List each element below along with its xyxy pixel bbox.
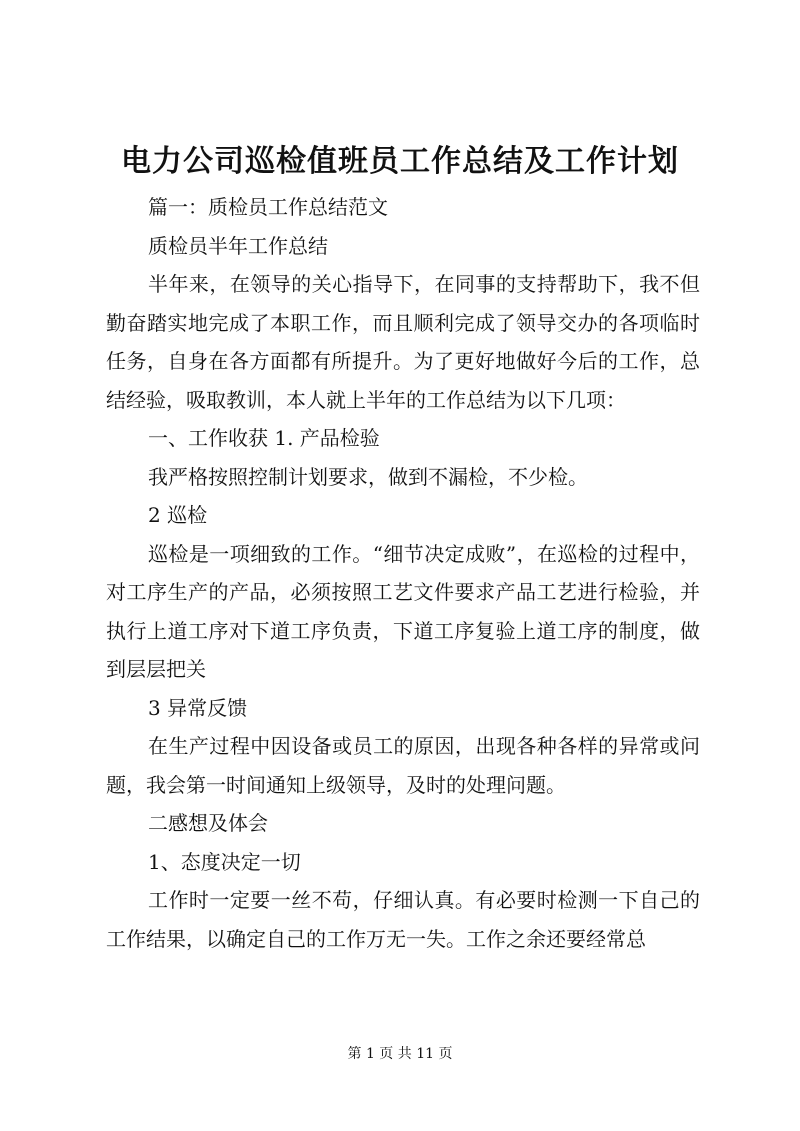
- patrol-paragraph: 巡检是一项细致的工作。“细节决定成败”，在巡检的过程中，对工序生产的产品，必须按照工艺文件要求产品工艺进行检验，并执行上道工序对下道工序负责，下道工序复验上道工序的制度，做到层层把关: [106, 541, 700, 681]
- section-heading-part-one: 篇一：质检员工作总结范文: [148, 195, 388, 219]
- subheading-attitude: 1、态度决定一切: [148, 849, 301, 874]
- page-number-footer: 第 1 页 共 11 页: [347, 1046, 453, 1062]
- section-heading-gains: 一、工作收获 1. 产品检验: [148, 426, 380, 450]
- subheading-patrol: 2 巡检: [148, 503, 208, 527]
- intro-paragraph: 半年来，在领导的关心指导下，在同事的支持帮助下，我不但勤奋踏实地完成了本职工作，而且顺利完成了领导交办的各项临时任务，自身在各方面都有所提升。为了更好地做好今后的工作，总结经验，吸取教训，本人就上半年的工作总结为以下几项：: [106, 272, 700, 412]
- section-heading-reflections: 二感想及体会: [148, 811, 268, 835]
- attitude-paragraph: 工作时一定要一丝不苟，仔细认真。有必要时检测一下自己的工作结果，以确定自己的工作万无一失。工作之余还要经常总: [106, 888, 700, 951]
- document-body: [106, 188, 700, 958]
- subheading-feedback: 3 异常反馈: [148, 695, 248, 720]
- feedback-paragraph: 在生产过程中因设备或员工的原因，出现各种各样的异常或问题，我会第一时间通知上级领导，及时的处理问题。: [106, 734, 700, 797]
- document-title: 电力公司巡检值班员工作总结及工作计划: [121, 144, 679, 179]
- inspection-paragraph: 我严格按照控制计划要求，做到不漏检，不少检。: [148, 464, 588, 489]
- report-subtitle: 质检员半年工作总结: [148, 233, 328, 258]
